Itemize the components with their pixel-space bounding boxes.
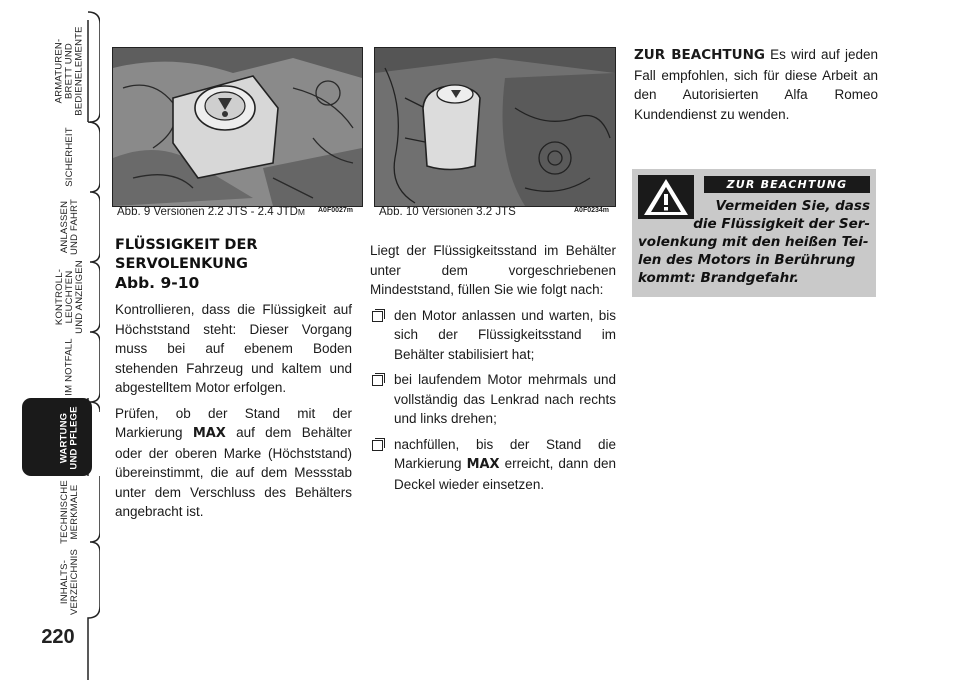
heading-line-2: SERVOLENKUNG xyxy=(115,256,248,272)
column-2-body xyxy=(370,241,616,500)
tab-kontrollleuchten[interactable] xyxy=(40,262,100,332)
max-marking-label: MAX xyxy=(466,457,500,472)
figure-9-engine-photo xyxy=(112,47,363,207)
note-paragraph xyxy=(634,45,878,124)
column-1-body xyxy=(115,300,352,528)
tab-inhaltsverzeichnis[interactable] xyxy=(40,550,100,614)
refill-steps-list xyxy=(370,306,616,495)
tab-sicherheit[interactable] xyxy=(40,124,100,190)
figure-10-caption: Abb. 10 Versionen 3.2 JTS xyxy=(379,206,516,218)
warning-badge: ZUR BEACHTUNG xyxy=(704,176,870,193)
tab-armaturenbrett[interactable] xyxy=(40,22,100,120)
tab-technische-merkmale[interactable] xyxy=(40,478,100,546)
tab-label: IM NOTFALL xyxy=(64,338,75,396)
checkbox-bullet-icon xyxy=(372,375,383,386)
tab-label: SICHERHEIT xyxy=(63,127,75,187)
paragraph-check-level: Kontrollieren, dass die Flüssigkeit auf Höchststand steht: Dieser Vorgang muss bei auf ebenem Boden stehenden Fahrzeug und kaltem und abgestelltem Motor erfolgen. xyxy=(115,302,352,395)
warning-line: volenkung mit den heißen Tei- xyxy=(638,234,869,250)
para2-post: auf dem Behälter oder der oberen Marke (Höchststand) übereinstimmt, die auf dem Messstab unter dem Verschluss des Behälters angebracht ist. xyxy=(115,425,352,519)
figure-9-caption xyxy=(117,206,305,218)
figure-10-engine-photo xyxy=(374,47,616,207)
tab-im-notfall[interactable] xyxy=(40,334,100,400)
figure-9-caption-suffix: M xyxy=(297,207,305,217)
para2-pre: Prüfen, ob der Stand mit der Markierung xyxy=(115,405,352,440)
figure-9-caption-text: Abb. 9 Versionen 2.2 JTS - 2.4 JTD xyxy=(117,206,298,218)
warning-text xyxy=(638,197,870,287)
warning-line: len des Motors in Berührung xyxy=(638,252,856,268)
warning-line: kommt: Brandgefahr. xyxy=(638,270,800,286)
step-text: bei laufendem Motor mehrmals und vollständig das Lenkrad nach rechts und links drehen; xyxy=(394,372,616,426)
list-item xyxy=(370,306,616,365)
tab-label: TECHNISCHE MERKMALE xyxy=(59,480,81,544)
max-marking-label: MAX xyxy=(192,426,226,441)
tab-label: ARMATUREN- BRETT UND BEDIENELEMENTE xyxy=(54,26,86,116)
warning-line: die Flüssigkeit der Ser- xyxy=(693,216,870,232)
figure-9-code: A0F0027m xyxy=(318,207,354,214)
paragraph-refill-intro: Liegt der Flüssigkeitsstand im Behälter unter dem vorgeschriebenen Mindeststand, füllen Sie wie folgt nach: xyxy=(370,243,616,297)
list-item xyxy=(370,370,616,429)
warning-box xyxy=(632,169,876,297)
tab-anlassen[interactable] xyxy=(40,194,100,260)
chapter-tab-strip xyxy=(0,0,100,692)
figure-10-code: A0F0234m xyxy=(574,207,610,214)
step-text: nachfüllen, bis der Stand die Markierung xyxy=(394,436,616,471)
tab-label: WARTUNG UND PFLEGE xyxy=(59,406,81,470)
note-text: Es wird auf jeden Fall empfohlen, sich für diese Arbeit an den Autorisierten Alfa Romeo Kundendienst zu wenden. xyxy=(634,47,878,122)
page-number: 220 xyxy=(41,626,75,648)
note-label: ZUR BEACHTUNG xyxy=(634,47,765,63)
section-heading xyxy=(115,236,355,293)
checkbox-bullet-icon xyxy=(372,311,383,322)
paragraph-max-marking xyxy=(115,404,352,522)
tab-wartung-active[interactable] xyxy=(40,402,100,474)
tab-label: KONTROLL- LEUCHTEN UND ANZEIGEN xyxy=(54,260,86,334)
warning-line: Vermeiden Sie, dass xyxy=(715,198,870,214)
heading-figure-ref: Abb. 9-10 xyxy=(115,274,200,292)
step-text-post: erreicht, dann den Deckel wieder einsetzen. xyxy=(394,456,616,492)
tab-label: ANLASSEN UND FAHRT xyxy=(59,199,80,255)
tab-label: INHALTS- VERZEICHNIS xyxy=(59,548,81,616)
checkbox-bullet-icon xyxy=(372,440,383,451)
list-item xyxy=(370,435,616,495)
step-text: den Motor anlassen und warten, bis sich der Flüssigkeitsstand im Behälter stabilisiert hat; xyxy=(394,307,616,362)
heading-line-1: FLÜSSIGKEIT DER xyxy=(115,237,258,253)
